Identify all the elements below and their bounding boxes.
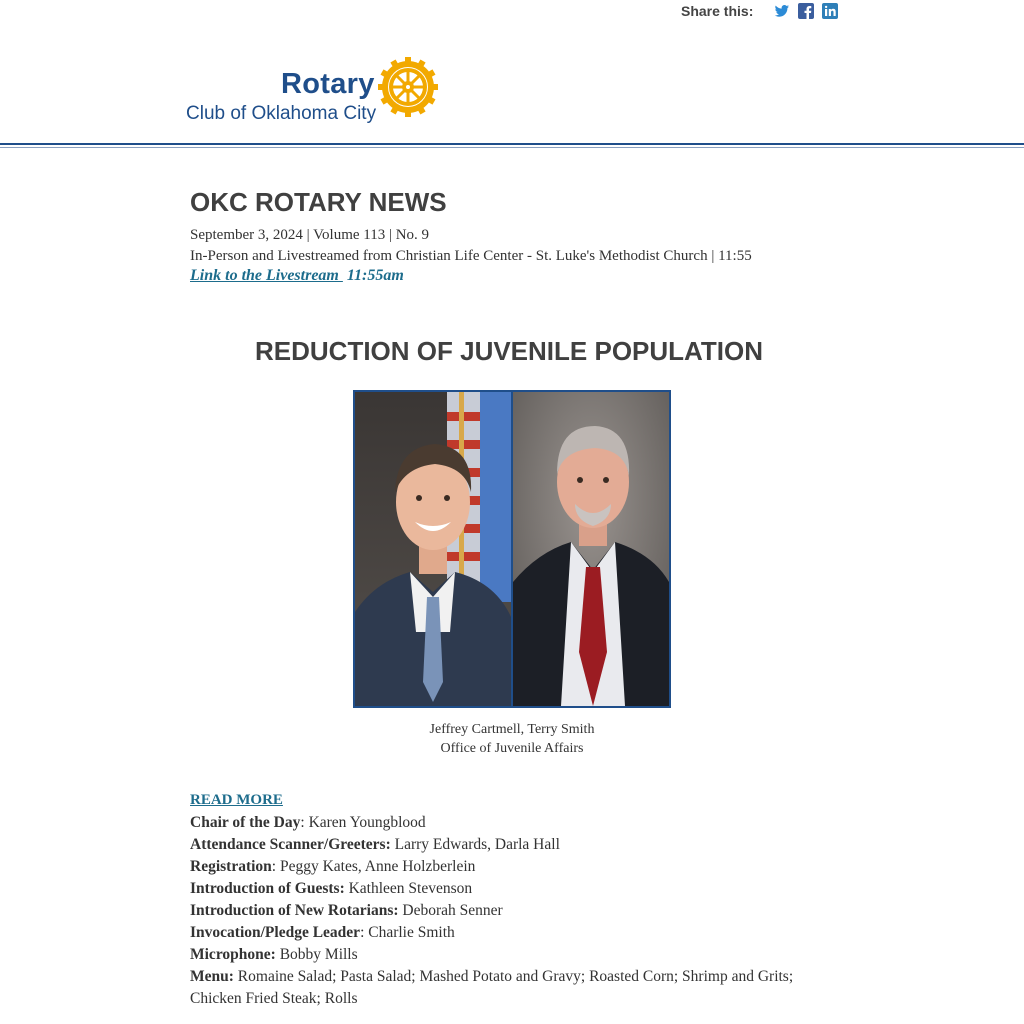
logo-subtitle: Club of Oklahoma City xyxy=(186,103,377,124)
role-label: Chair of the Day xyxy=(190,814,301,831)
share-bar xyxy=(681,3,838,19)
role-value: Larry Edwards, Darla Hall xyxy=(394,836,560,853)
livestream-time[interactable]: 11:55am xyxy=(346,267,404,284)
role-label: Registration xyxy=(190,858,272,875)
article-headline: REDUCTION OF JUVENILE POPULATION xyxy=(255,336,763,366)
list-item xyxy=(190,812,820,834)
twitter-icon[interactable] xyxy=(774,3,790,19)
role-separator: : xyxy=(360,924,369,941)
role-value: Karen Youngblood xyxy=(308,814,426,831)
read-more-link[interactable]: READ MORE xyxy=(190,792,283,808)
location-line: In-Person and Livestreamed from Christian Life Center - St. Luke's Methodist Church | 11:55 xyxy=(190,248,752,264)
rotary-wheel-icon xyxy=(378,57,438,117)
photo-caption-names: Jeffrey Cartmell, Terry Smith xyxy=(429,722,595,737)
role-label: Attendance Scanner/Greeters: xyxy=(190,836,391,853)
role-separator: : xyxy=(271,858,280,875)
facebook-icon[interactable] xyxy=(798,3,814,19)
list-item xyxy=(190,966,820,1010)
list-item xyxy=(190,856,820,878)
speakers-photo xyxy=(353,390,671,708)
header-divider-thin xyxy=(0,147,1024,148)
list-item xyxy=(190,944,820,966)
role-label: Introduction of New Rotarians: xyxy=(190,902,399,919)
issue-line: September 3, 2024 | Volume 113 | No. 9 xyxy=(190,227,430,243)
logo-wordmark: Rotary xyxy=(281,68,375,100)
role-value: Romaine Salad; Pasta Salad; Mashed Potato and Gravy; Roasted Corn; Shrimp and Grits; Chicken Fried Steak; Rolls xyxy=(190,968,794,1007)
list-item xyxy=(190,834,820,856)
list-item xyxy=(190,922,820,944)
livestream-row xyxy=(190,267,404,285)
role-label: Microphone: xyxy=(190,946,276,963)
role-value: Kathleen Stevenson xyxy=(348,880,473,897)
role-value: Charlie Smith xyxy=(368,924,455,941)
photo-caption-office: Office of Juvenile Affairs xyxy=(440,741,584,756)
header-divider xyxy=(0,143,1024,145)
linkedin-icon[interactable] xyxy=(822,3,838,19)
speaker-portrait-left xyxy=(355,392,511,706)
list-item xyxy=(190,900,820,922)
role-value: Peggy Kates, Anne Holzberlein xyxy=(279,858,476,875)
role-label: Menu: xyxy=(190,968,234,985)
newsletter-title: OKC ROTARY NEWS xyxy=(190,187,447,217)
meeting-roles-list xyxy=(190,812,820,1010)
role-value: Bobby Mills xyxy=(279,946,358,963)
role-separator: : xyxy=(300,814,309,831)
role-label: Invocation/Pledge Leader xyxy=(190,924,361,941)
role-value: Deborah Senner xyxy=(402,902,503,919)
livestream-link[interactable]: Link to the Livestream xyxy=(190,267,343,284)
speaker-portrait-right xyxy=(513,392,669,706)
role-label: Introduction of Guests: xyxy=(190,880,345,897)
list-item xyxy=(190,878,820,900)
share-label: Share this: xyxy=(681,3,754,19)
rotary-logo xyxy=(186,56,446,128)
